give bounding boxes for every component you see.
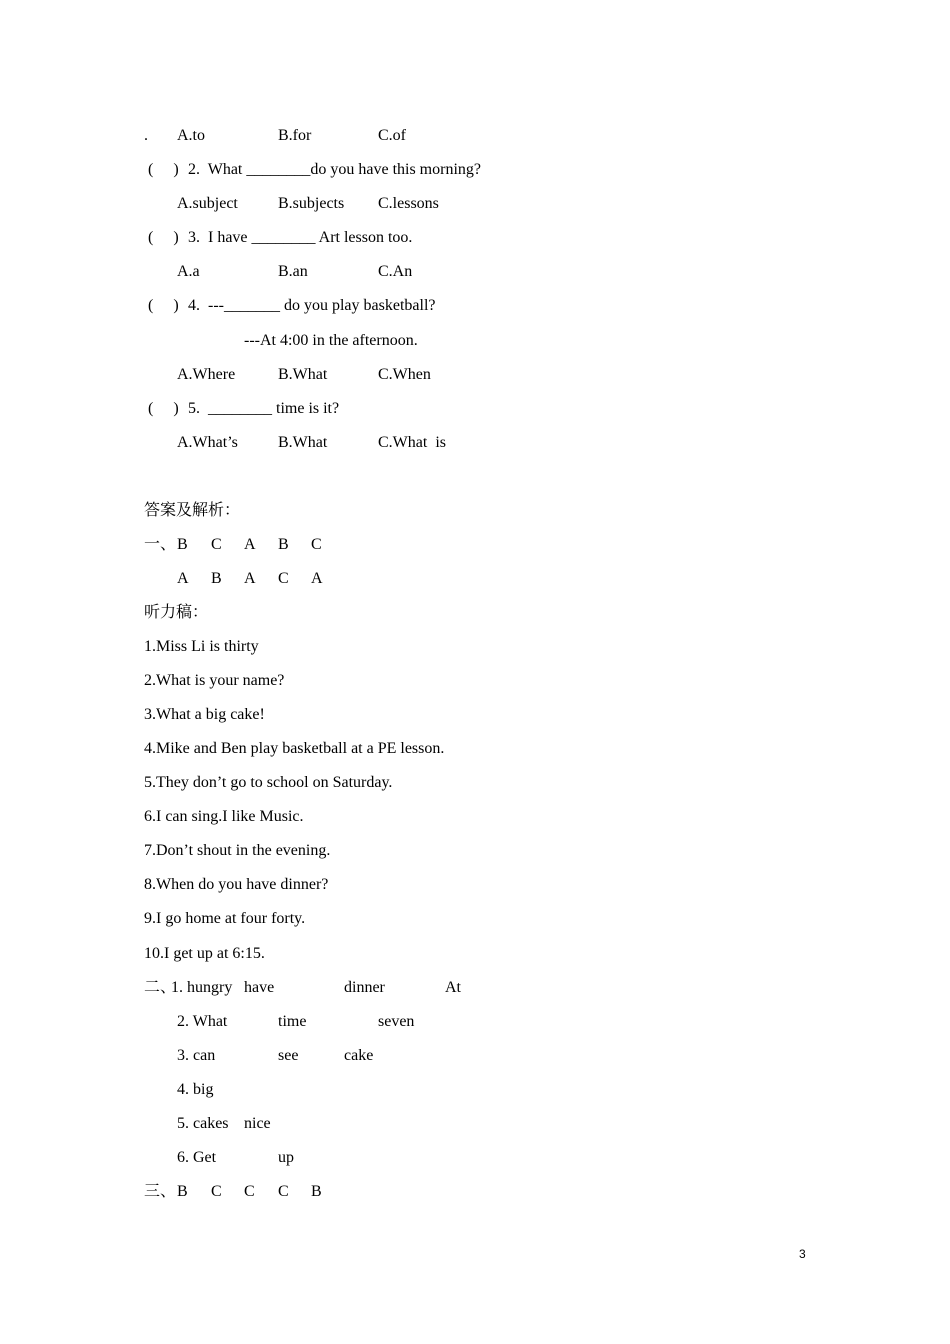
listening-line: 9.I go home at four forty. — [144, 910, 306, 927]
q1-dot: . — [144, 127, 148, 144]
q4-bracket: ( ) — [148, 297, 179, 314]
part2-word: have — [244, 979, 275, 996]
q2-option-b: B.subjects — [278, 195, 345, 212]
part1-row1 — [144, 534, 322, 556]
q4-stem: 4. ---_______ do you play basketball? — [188, 297, 436, 314]
part1-answer: A — [311, 570, 323, 587]
part3-answer: C — [244, 1183, 255, 1200]
q2-stem-line — [144, 159, 481, 181]
q4-option-a: A.Where — [177, 366, 236, 383]
listening-heading: 听力稿： — [144, 604, 209, 621]
listening-line: 8.When do you have dinner? — [144, 876, 329, 893]
listening-line: 10.I get up at 6:15. — [144, 945, 265, 962]
q2-option-c: C.lessons — [378, 195, 439, 212]
part2-word: time — [278, 1013, 307, 1030]
q4-reply: ---At 4:00 in the afternoon. — [244, 332, 418, 349]
q5-bracket: ( ) — [148, 400, 179, 417]
part2-word: 5. cakes — [177, 1115, 229, 1132]
part2-word: At — [445, 979, 461, 996]
q5-options — [144, 432, 446, 454]
part2-word: up — [278, 1149, 294, 1166]
part2-word: 3. can — [177, 1047, 216, 1064]
part2-word: cake — [344, 1047, 374, 1064]
listening-line: 3.What a big cake! — [144, 706, 265, 723]
q3-option-b: B.an — [278, 263, 308, 280]
part2-row2 — [144, 1011, 415, 1033]
q5-stem: 5. ________ time is it? — [188, 400, 340, 417]
q4-option-b: B.What — [278, 366, 328, 383]
part1-answer: B — [211, 570, 222, 587]
listening-line: 6.I can sing.I like Music. — [144, 808, 304, 825]
q1-option-a: A.to — [177, 127, 205, 144]
q1-option-b: B.for — [278, 127, 312, 144]
part2-word: 1. hungry — [171, 979, 233, 996]
answers-heading-line — [144, 500, 241, 522]
part1-answer: C — [278, 570, 289, 587]
answers-heading: 答案及解析： — [144, 502, 241, 519]
listening-line: 4.Mike and Ben play basketball at a PE lesson. — [144, 740, 445, 757]
part2-word: 4. big — [177, 1081, 214, 1098]
part2-row3 — [144, 1045, 374, 1067]
part2-row6 — [144, 1147, 294, 1169]
part2-row5 — [144, 1113, 271, 1135]
q4-options — [144, 364, 431, 386]
page-number: 3 — [799, 1247, 806, 1261]
q4-reply-line — [144, 330, 418, 352]
part1-row2 — [144, 568, 323, 590]
part3-answer: C — [211, 1183, 222, 1200]
part1-answer: C — [311, 536, 322, 553]
listening-line: 1.Miss Li is thirty — [144, 638, 259, 655]
part2-word: nice — [244, 1115, 271, 1132]
listening-line: 7.Don’t shout in the evening. — [144, 842, 331, 859]
listening-line: 5.They don’t go to school on Saturday. — [144, 774, 393, 791]
part1-answer: A — [244, 570, 256, 587]
q5-option-a: A.What’s — [177, 434, 238, 451]
q3-bracket: ( ) — [148, 229, 179, 246]
part1-answer: B — [177, 536, 188, 553]
part3-row1 — [144, 1181, 322, 1203]
part3-answer: C — [278, 1183, 289, 1200]
q4-option-c: C.When — [378, 366, 431, 383]
part3-answer: B — [311, 1183, 322, 1200]
q1-option-c: C.of — [378, 127, 406, 144]
part1-answer: A — [177, 570, 189, 587]
listening-line: 2.What is your name? — [144, 672, 285, 689]
q1-options — [144, 125, 406, 147]
part1-label: 一、 — [144, 536, 177, 553]
part1-answer: A — [244, 536, 256, 553]
part2-word: dinner — [344, 979, 385, 996]
q2-bracket: ( ) — [148, 161, 179, 178]
part2-label: 二、 — [144, 979, 177, 996]
part2-word: 6. Get — [177, 1149, 217, 1166]
part2-word: 2. What — [177, 1013, 228, 1030]
q2-options — [144, 193, 439, 215]
part2-row1 — [144, 977, 461, 999]
part1-answer: C — [211, 536, 222, 553]
q3-stem: 3. I have ________ Art lesson too. — [188, 229, 413, 246]
part2-row4 — [144, 1079, 214, 1101]
q5-option-b: B.What — [278, 434, 328, 451]
q3-option-a: A.a — [177, 263, 200, 280]
part3-answer: B — [177, 1183, 188, 1200]
q2-stem: 2. What ________do you have this morning? — [188, 161, 481, 178]
q3-options — [144, 261, 413, 283]
q2-option-a: A.subject — [177, 195, 238, 212]
q4-stem-line — [144, 295, 436, 317]
listening-heading-line — [144, 602, 209, 624]
q3-stem-line — [144, 227, 413, 249]
q3-option-c: C.An — [378, 263, 413, 280]
part3-label: 三、 — [144, 1183, 177, 1200]
part2-word: seven — [378, 1013, 415, 1030]
part1-answer: B — [278, 536, 289, 553]
part2-word: see — [278, 1047, 299, 1064]
q5-stem-line — [144, 398, 340, 420]
q5-option-c: C.What is — [378, 434, 446, 451]
